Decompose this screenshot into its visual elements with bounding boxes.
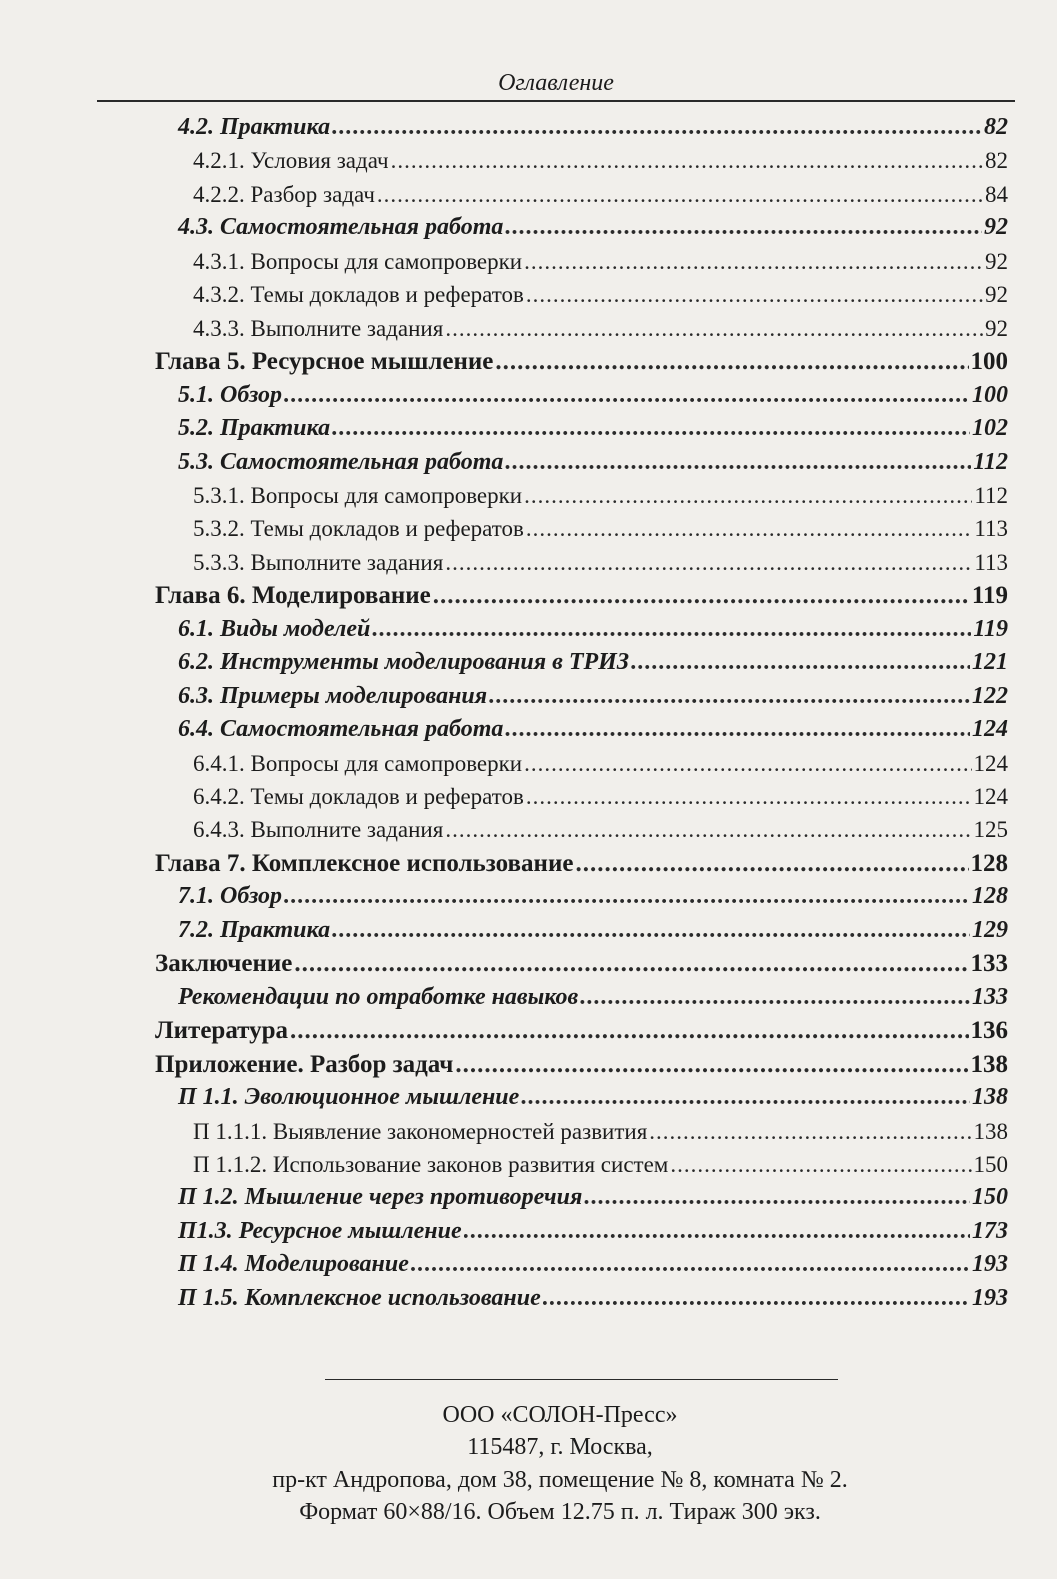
dot-leader xyxy=(631,646,970,679)
toc-entry xyxy=(178,1181,1008,1214)
toc-entry-page: 150 xyxy=(973,1152,1008,1177)
toc-entry-title: 5.2. Практика xyxy=(178,415,331,441)
toc-entry-title: Глава 6. Моделирование xyxy=(155,582,431,609)
toc-entry xyxy=(178,880,1008,913)
dot-leader xyxy=(580,981,970,1014)
toc-entry-page: 92 xyxy=(985,282,1008,307)
imprint-publisher: ООО «СОЛОН-Пресс» xyxy=(442,1402,678,1428)
toc-entry xyxy=(178,1282,1008,1315)
toc-entry-title: 4.3.2. Темы докладов и рефератов xyxy=(193,282,524,307)
dot-leader xyxy=(372,613,971,646)
toc-entry-title: П 1.1.1. Выявление закономерностей развития xyxy=(193,1119,648,1144)
toc-entry xyxy=(193,144,1008,177)
toc-entry-title: П 1.2. Мышление через противоречия xyxy=(178,1184,583,1210)
toc-entry-page: 82 xyxy=(985,148,1008,173)
toc-entry-title: 6.3. Примеры моделирования xyxy=(178,683,488,709)
dot-leader xyxy=(526,278,983,311)
toc-entry-page: 133 xyxy=(970,950,1008,977)
toc-entry-title: 5.3.3. Выполните задания xyxy=(193,550,444,575)
toc-entry-page: 100 xyxy=(972,382,1008,408)
toc-entry xyxy=(178,1215,1008,1248)
dot-leader xyxy=(649,1115,971,1148)
toc-entry-page: 138 xyxy=(972,1084,1008,1110)
dot-leader xyxy=(445,546,972,579)
toc-entry xyxy=(178,412,1008,445)
toc-entry-page: 124 xyxy=(973,751,1008,776)
toc-entry xyxy=(193,1115,1008,1148)
toc-entry-title: Глава 5. Ресурсное мышление xyxy=(155,348,494,375)
toc-entry-title: 4.2. Практика xyxy=(178,114,331,140)
toc-entry xyxy=(178,613,1008,646)
toc-entry xyxy=(178,680,1008,713)
dot-leader xyxy=(377,178,983,211)
toc-entry xyxy=(193,178,1008,211)
toc-entry-title: 5.1. Обзор xyxy=(178,382,283,408)
toc-entry-title: Заключение xyxy=(155,950,293,977)
toc-entry xyxy=(155,1014,1008,1047)
imprint-city: 115487, г. Москва, xyxy=(467,1434,653,1460)
toc-entry xyxy=(193,780,1008,813)
toc-entry-page: 92 xyxy=(984,214,1008,240)
dot-leader xyxy=(411,1248,970,1281)
dot-leader xyxy=(524,245,983,278)
dot-leader xyxy=(455,1048,968,1081)
toc-entry xyxy=(193,278,1008,311)
dot-leader xyxy=(575,847,968,880)
dot-leader xyxy=(526,512,972,545)
toc-entry-title: П 1.1. Эволюционное мышление xyxy=(178,1084,520,1110)
toc-entry-page: 102 xyxy=(972,415,1008,441)
toc-entry-title: Приложение. Разбор задач xyxy=(155,1051,454,1078)
toc-entry xyxy=(178,446,1008,479)
toc-entry-page: 138 xyxy=(973,1119,1008,1144)
toc-entry-page: 92 xyxy=(985,249,1008,274)
toc-entry-page: 82 xyxy=(984,114,1008,140)
toc-entry xyxy=(193,479,1008,512)
toc-entry-page: 173 xyxy=(972,1218,1008,1244)
toc-entry-page: 136 xyxy=(970,1017,1008,1044)
toc-entry-page: 112 xyxy=(974,483,1008,508)
toc-entry-title: 5.3.2. Темы докладов и рефератов xyxy=(193,516,524,541)
toc-entry-page: 133 xyxy=(972,984,1008,1010)
imprint-specs: Формат 60×88/16. Объем 12.75 п. л. Тираж 300 экз. xyxy=(299,1499,821,1525)
toc-entry-page: 92 xyxy=(985,316,1008,341)
toc-entry xyxy=(178,1248,1008,1281)
toc-entry xyxy=(193,512,1008,545)
toc-entry-page: 193 xyxy=(972,1285,1008,1311)
toc-entry-page: 113 xyxy=(974,550,1008,575)
toc-entry xyxy=(178,981,1008,1014)
toc-entry-title: Литература xyxy=(155,1017,289,1044)
toc-entry-title: 7.1. Обзор xyxy=(178,883,283,909)
toc-entry-title: 5.3. Самостоятельная работа xyxy=(178,449,504,475)
running-header: Оглавление xyxy=(498,70,614,96)
dot-leader xyxy=(495,345,968,378)
toc-entry-title: 6.4. Самостоятельная работа xyxy=(178,716,504,742)
dot-leader xyxy=(290,1014,968,1047)
toc-entry xyxy=(178,914,1008,947)
toc-entry-page: 124 xyxy=(973,784,1008,809)
toc-entry xyxy=(193,312,1008,345)
dot-leader xyxy=(489,680,970,713)
header-rule xyxy=(97,100,1015,102)
dot-leader xyxy=(433,579,970,612)
toc-entry-page: 119 xyxy=(973,616,1008,642)
toc-entry-page: 84 xyxy=(985,182,1008,207)
dot-leader xyxy=(524,747,971,780)
toc-entry-page: 193 xyxy=(972,1251,1008,1277)
toc-entry-page: 124 xyxy=(972,716,1008,742)
dot-leader xyxy=(505,446,971,479)
toc-entry xyxy=(178,713,1008,746)
imprint-rule xyxy=(325,1379,838,1380)
dot-leader xyxy=(391,144,983,177)
toc-entry-title: П1.3. Ресурсное мышление xyxy=(178,1218,462,1244)
toc-entry-title: 5.3.1. Вопросы для самопроверки xyxy=(193,483,523,508)
toc-entry xyxy=(155,947,1008,980)
toc-entry-page: 100 xyxy=(970,348,1008,375)
toc-entry xyxy=(193,546,1008,579)
dot-leader xyxy=(521,1081,970,1114)
toc-entry-title: 4.3.1. Вопросы для самопроверки xyxy=(193,249,523,274)
toc-entry-title: П 1.1.2. Использование законов развития систем xyxy=(193,1152,669,1177)
toc-entry-title: П 1.4. Моделирование xyxy=(178,1251,409,1277)
toc-entry-title: 4.3. Самостоятельная работа xyxy=(178,214,504,240)
toc-entry-title: П 1.5. Комплексное использование xyxy=(178,1285,541,1311)
toc-entry-page: 129 xyxy=(972,917,1008,943)
dot-leader xyxy=(524,479,972,512)
dot-leader xyxy=(543,1282,970,1315)
toc-entry-title: 7.2. Практика xyxy=(178,917,331,943)
toc-entry-page: 125 xyxy=(973,817,1008,842)
toc-entry-title: Глава 7. Комплексное использование xyxy=(155,850,574,877)
dot-leader xyxy=(294,947,968,980)
toc-entry xyxy=(155,847,1008,880)
toc-entry xyxy=(178,379,1008,412)
toc-entry-title: 6.4.1. Вопросы для самопроверки xyxy=(193,751,523,776)
toc-entry-page: 150 xyxy=(972,1184,1008,1210)
toc-entry xyxy=(178,211,1008,244)
toc-entry-page: 113 xyxy=(974,516,1008,541)
toc-entry xyxy=(178,111,1008,144)
toc-entry-title: 6.1. Виды моделей xyxy=(178,616,371,642)
toc-entry xyxy=(193,1148,1008,1181)
toc-entry-page: 122 xyxy=(972,683,1008,709)
toc-entry-title: 6.2. Инструменты моделирования в ТРИЗ xyxy=(178,649,630,675)
dot-leader xyxy=(284,379,970,412)
toc-entry-title: 6.4.2. Темы докладов и рефератов xyxy=(193,784,524,809)
toc-entry-title: 6.4.3. Выполните задания xyxy=(193,817,444,842)
toc-entry xyxy=(193,747,1008,780)
dot-leader xyxy=(464,1215,970,1248)
toc-entry-title: 4.2.2. Разбор задач xyxy=(193,182,375,207)
toc-entry-page: 119 xyxy=(971,582,1008,609)
dot-leader xyxy=(332,914,970,947)
toc-entry xyxy=(155,1048,1008,1081)
toc-entry xyxy=(193,245,1008,278)
toc-entry xyxy=(193,813,1008,846)
dot-leader xyxy=(445,813,971,846)
toc-entry xyxy=(155,345,1008,378)
dot-leader xyxy=(526,780,972,813)
dot-leader xyxy=(445,312,983,345)
toc-entry xyxy=(178,646,1008,679)
dot-leader xyxy=(332,412,970,445)
toc-entry-page: 121 xyxy=(972,649,1008,675)
dot-leader xyxy=(670,1148,971,1181)
toc-entry-title: Рекомендации по отработке навыков xyxy=(178,984,579,1010)
toc-entry-page: 112 xyxy=(973,449,1008,475)
dot-leader xyxy=(284,880,970,913)
toc-entry xyxy=(178,1081,1008,1114)
toc-entry xyxy=(155,579,1008,612)
toc-entry-page: 138 xyxy=(970,1051,1008,1078)
dot-leader xyxy=(505,211,982,244)
toc-entry-title: 4.2.1. Условия задач xyxy=(193,148,389,173)
toc-entry-title: 4.3.3. Выполните задания xyxy=(193,316,444,341)
imprint-address: пр-кт Андропова, дом 38, помещение № 8, комната № 2. xyxy=(272,1467,848,1493)
toc-entry-page: 128 xyxy=(972,883,1008,909)
dot-leader xyxy=(505,713,970,746)
dot-leader xyxy=(332,111,982,144)
dot-leader xyxy=(584,1181,970,1214)
toc-entry-page: 128 xyxy=(970,850,1008,877)
